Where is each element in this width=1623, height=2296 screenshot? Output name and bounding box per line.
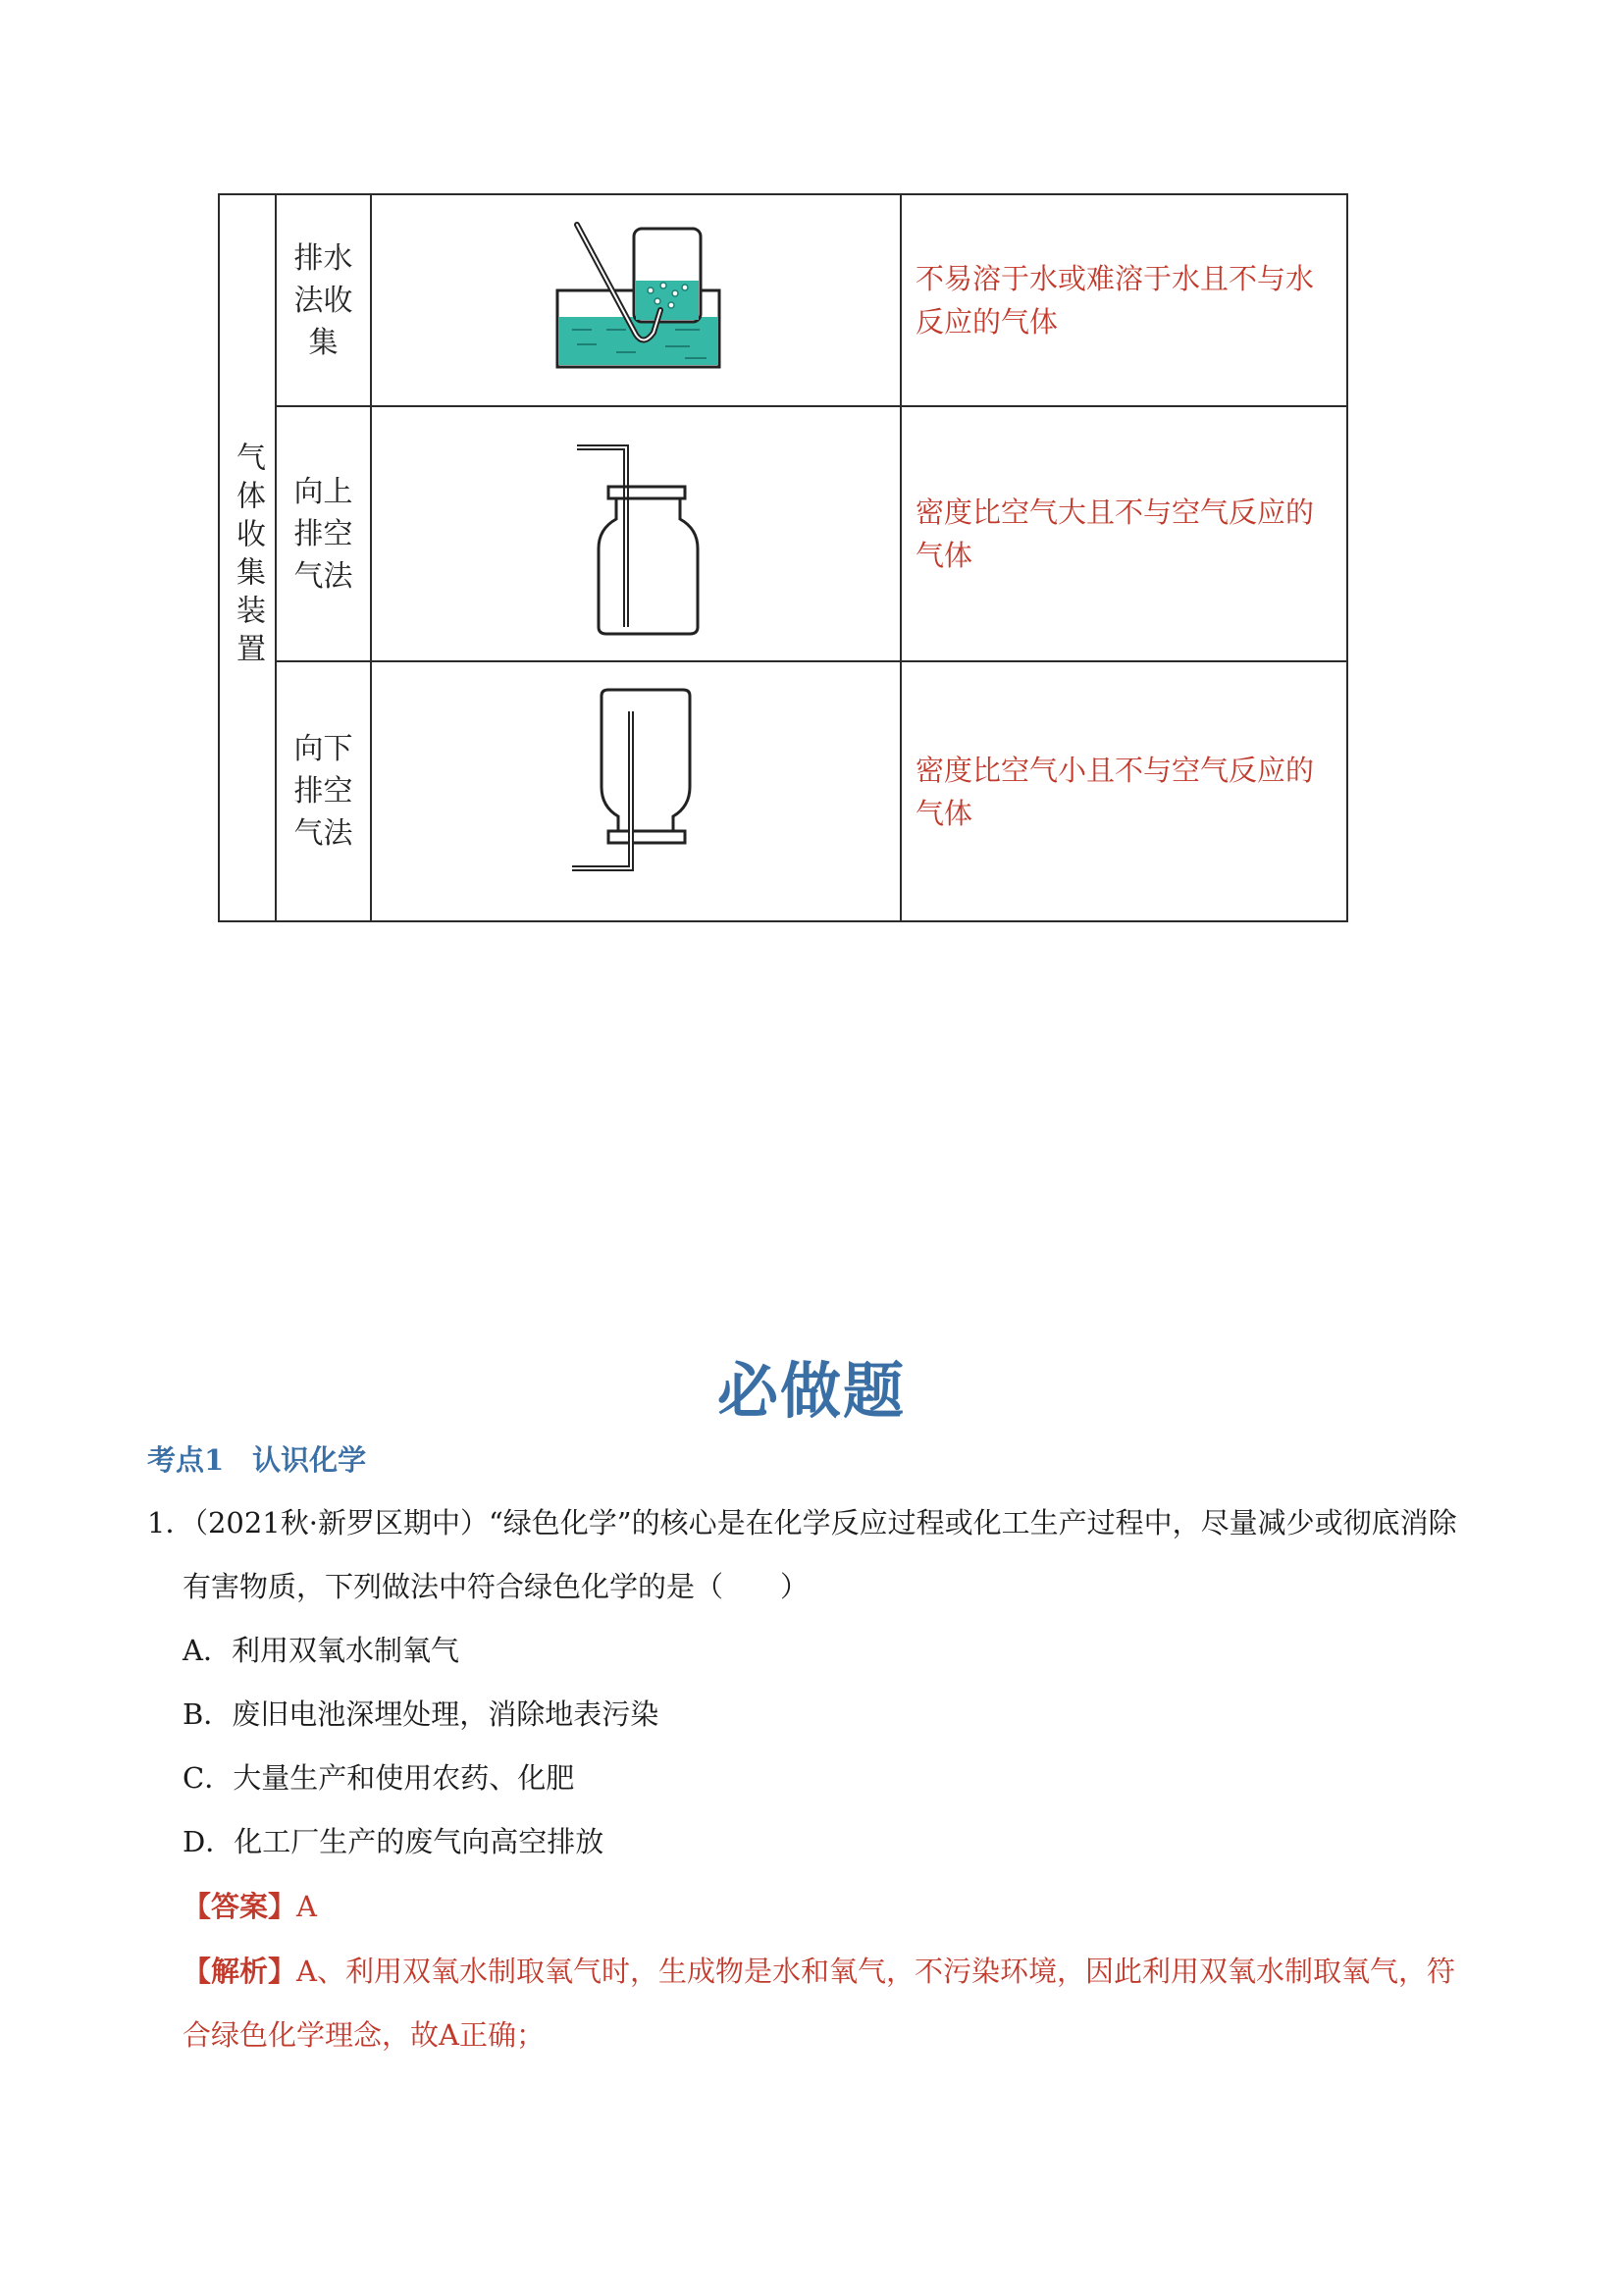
option-b: B．废旧电池深埋处理，消除地表污染 xyxy=(183,1697,659,1731)
option-a: A．利用双氧水制氧气 xyxy=(183,1634,459,1667)
analysis-text-1: A、利用双氧水制取氧气时，生成物是水和氧气，不污染环境，因此利用双氧水制取氧气，符 xyxy=(296,1955,1455,1988)
image-cell xyxy=(371,661,901,921)
description-upward-air: 密度比空气大且不与空气反应的气体 xyxy=(916,496,1315,572)
question-stem-line2: 有害物质，下列做法中符合绿色化学的是（ ） xyxy=(183,1570,810,1603)
answer-line xyxy=(183,1885,317,1925)
topic-title: 考点1 认识化学 xyxy=(147,1443,367,1477)
description-water-displacement: 不易溶于水或难溶于水且不与水反应的气体 xyxy=(916,262,1315,339)
section-title: 必做题 xyxy=(716,1355,906,1427)
description-cell xyxy=(901,406,1347,661)
method-cell xyxy=(276,661,371,921)
question-stem-line1: 1．（2021秋·新罗区期中）“绿色化学”的核心是在化学反应过程或化工生产过程中，尽量减少或彻底消除 xyxy=(147,1506,1457,1539)
image-cell xyxy=(371,406,901,661)
description-cell xyxy=(901,661,1347,921)
upward-air-displacement-bottle-icon xyxy=(557,426,714,642)
downward-air-displacement-bottle-icon xyxy=(557,684,714,900)
analysis-line2: 合绿色化学理念，故A正确； xyxy=(183,2018,545,2052)
answer-label: 【答案】 xyxy=(183,1890,297,1923)
method-cell xyxy=(276,406,371,661)
description-cell xyxy=(901,194,1347,406)
description-downward-air: 密度比空气小且不与空气反应的气体 xyxy=(916,753,1315,830)
image-cell xyxy=(371,194,901,406)
water-displacement-apparatus-icon xyxy=(538,207,734,393)
method-upward-air: 向上排空气法 xyxy=(293,474,353,594)
analysis-label: 【解析】 xyxy=(183,1955,297,1988)
answer-value: A xyxy=(296,1890,317,1923)
method-water-displacement: 排水法收集 xyxy=(293,240,353,360)
analysis-line1 xyxy=(183,1950,1455,1990)
gas-collection-table xyxy=(218,193,1348,922)
method-cell xyxy=(276,194,371,406)
option-c: C．大量生产和使用农药、化肥 xyxy=(183,1761,575,1795)
category-cell xyxy=(219,194,276,921)
category-label: 气体收集装置 xyxy=(231,441,265,671)
option-d: D．化工厂生产的废气向高空排放 xyxy=(183,1825,604,1858)
method-downward-air: 向下排空气法 xyxy=(293,732,353,851)
